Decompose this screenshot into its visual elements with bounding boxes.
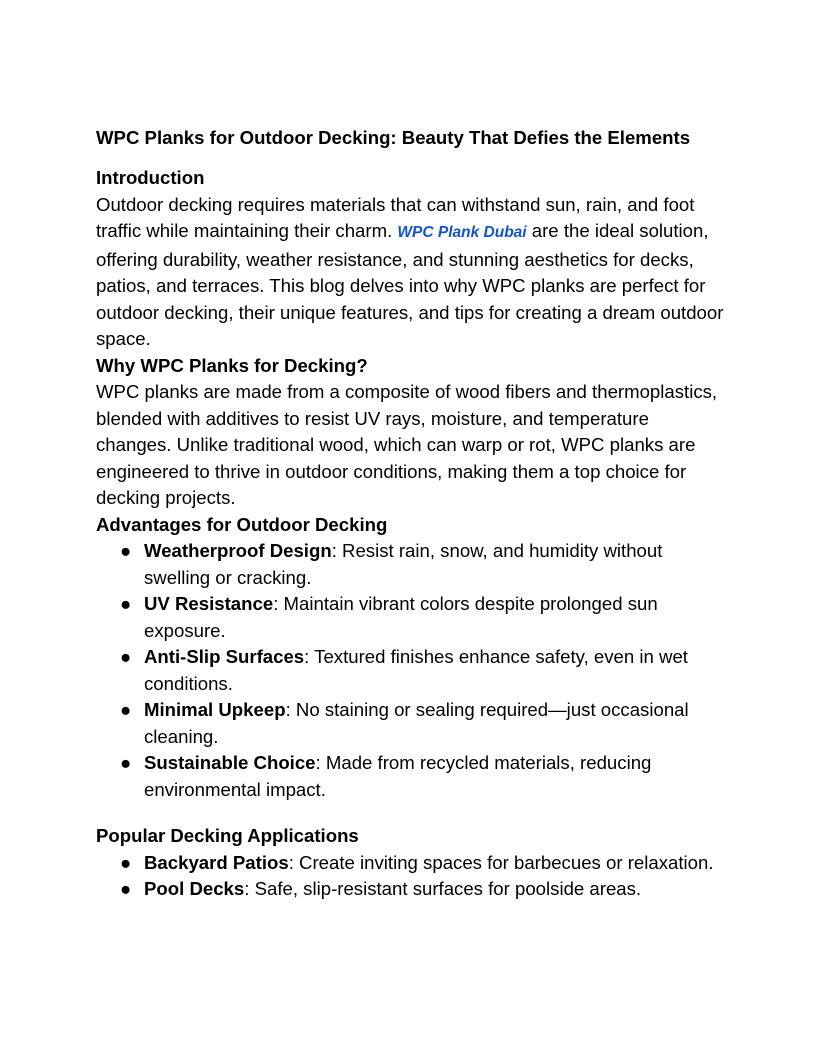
intro-heading: Introduction	[96, 167, 205, 188]
list-item	[96, 538, 726, 591]
applications-list	[96, 850, 726, 903]
bullet-icon: ●	[120, 593, 132, 614]
applications-heading: Popular Decking Applications	[96, 825, 359, 846]
list-item	[96, 750, 726, 803]
advantages-heading: Advantages for Outdoor Decking	[96, 513, 388, 535]
why-paragraph: WPC planks are made from a composite of wood fibers and thermoplastics, blended with additives to resist UV rays, moisture, and temperature changes. Unlike traditional wood, which can warp or rot, WPC planks are engineered to thrive in outdoor conditions, making them a top choice for decking projects.	[96, 381, 718, 508]
bullet-icon: ●	[120, 699, 132, 720]
bullet-icon: ●	[120, 752, 132, 773]
list-item-term: Sustainable Choice	[144, 752, 316, 773]
list-item-desc: : Create inviting spaces for barbecues or relaxation.	[288, 851, 714, 873]
list-item	[96, 697, 726, 750]
list-item-term: Pool Decks	[144, 878, 245, 899]
list-item	[96, 644, 726, 697]
list-item	[96, 591, 726, 644]
list-item-term: Anti-Slip Surfaces	[144, 646, 305, 667]
list-item-desc: : No staining or sealing required—just occasional cleaning.	[144, 699, 689, 747]
bullet-icon: ●	[120, 851, 132, 873]
list-item-term: Minimal Upkeep	[144, 699, 286, 720]
why-heading: Why WPC Planks for Decking?	[96, 354, 368, 376]
list-item-term: Weatherproof Design	[144, 540, 332, 561]
bullet-icon: ●	[120, 540, 132, 561]
list-item-desc: : Safe, slip-resistant surfaces for poolside areas.	[244, 878, 642, 899]
intro-paragraph	[96, 192, 726, 353]
bullet-icon: ●	[120, 878, 132, 899]
advantages-list	[96, 538, 726, 803]
list-item	[96, 850, 726, 877]
list-item	[96, 876, 726, 903]
list-item-desc: : Made from recycled materials, reducing environmental impact.	[144, 752, 652, 800]
wpc-plank-dubai-link[interactable]: WPC Plank Dubai	[397, 224, 527, 241]
list-item-desc: : Resist rain, snow, and humidity without swelling or cracking.	[144, 540, 663, 588]
document-title: WPC Planks for Outdoor Decking: Beauty That Defies the Elements	[96, 127, 691, 148]
document-body	[96, 124, 726, 903]
list-item-desc: : Maintain vibrant colors despite prolonged sun exposure.	[144, 593, 658, 641]
bullet-icon: ●	[120, 646, 132, 667]
list-item-term: Backyard Patios	[144, 851, 289, 873]
intro-text-start: Outdoor decking requires materials that can withstand sun, rain, and foot traffic while maintaining their charm.	[96, 193, 695, 241]
section-spacer	[96, 803, 726, 823]
intro-text-end: are the ideal solution, offering durability, weather resistance, and stunning aesthetics for decks, patios, and terraces. This blog delves into why WPC planks are perfect for outdoor decking, their unique features, and tips for creating a dream outdoor space.	[96, 220, 724, 349]
list-item-desc: : Textured finishes enhance safety, even in wet conditions.	[144, 646, 688, 694]
list-item-term: UV Resistance	[144, 593, 274, 614]
